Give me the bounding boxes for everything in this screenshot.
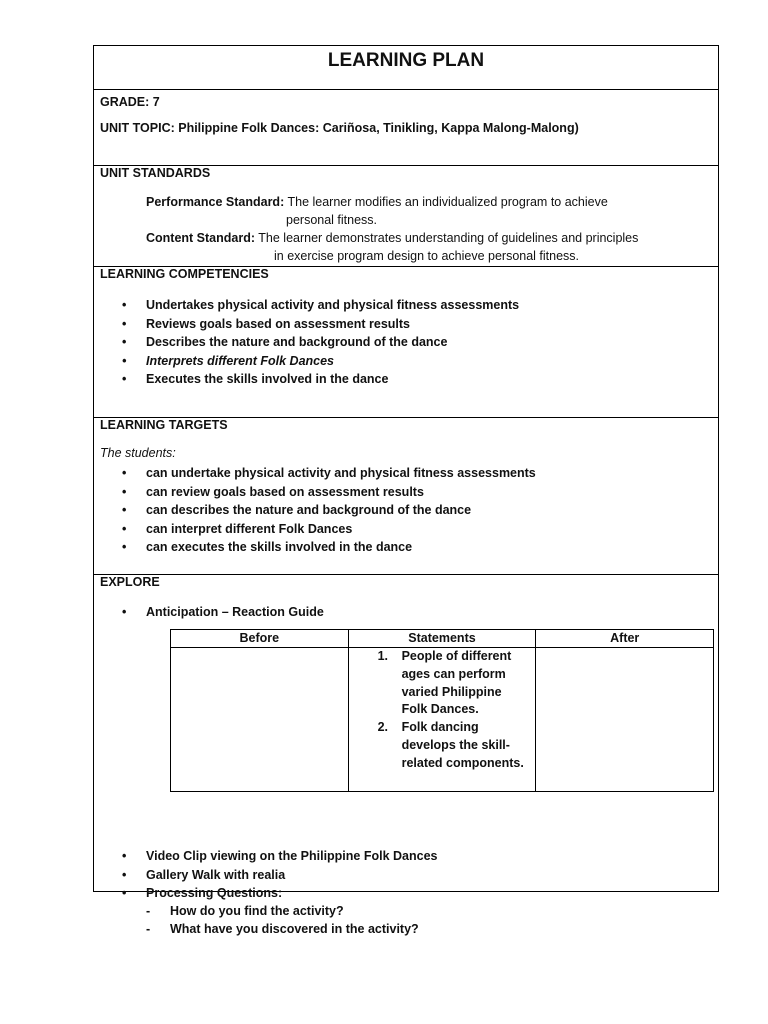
reaction-guide-table [170, 629, 714, 792]
question-item: - How do you find the activity? [94, 902, 419, 920]
reaction-guide-body-row [171, 648, 714, 792]
statement-number: 2. [377, 720, 389, 735]
content-standard-text: The learner demonstrates understanding of guidelines and principles [258, 231, 639, 245]
statements-list [349, 648, 536, 773]
performance-standard-text-cont: personal fitness. [286, 213, 378, 227]
grade-topic-row [94, 90, 718, 166]
performance-standard [146, 195, 608, 209]
unit-standards-heading: UNIT STANDARDS [100, 166, 211, 180]
competencies-heading: LEARNING COMPETENCIES [100, 267, 269, 281]
activity-item: • Video Clip viewing on the Philippine Folk Dances [94, 847, 437, 866]
reaction-guide-header-row [171, 630, 714, 648]
statement-text: People of different ages can perform varied Philippine Folk Dances. [401, 649, 512, 717]
competency-item: • Undertakes physical activity and physical fitness assessments [94, 296, 519, 315]
unit-topic: UNIT TOPIC: Philippine Folk Dances: Cariñosa, Tinikling, Kappa Malong-Malong) [100, 121, 579, 135]
explore-heading: EXPLORE [100, 575, 160, 589]
performance-standard-text: The learner modifies an individualized program to achieve [287, 195, 608, 209]
competencies-list [94, 296, 519, 389]
activity-item: • Gallery Walk with realia [94, 866, 437, 885]
statements-header: Statements [348, 630, 536, 648]
title-row [94, 46, 718, 90]
performance-standard-label: Performance Standard: [146, 195, 285, 209]
statements-cell [348, 648, 536, 792]
target-item: • can interpret different Folk Dances [94, 520, 536, 539]
content-standard [146, 231, 638, 245]
anticipation-list [94, 603, 324, 622]
page-title: LEARNING PLAN [327, 50, 485, 71]
grade-label: GRADE: 7 [100, 95, 160, 109]
targets-row [94, 418, 718, 575]
statement-item [349, 648, 536, 719]
competency-item: • Describes the nature and background of the dance [94, 333, 519, 352]
competency-item: • Executes the skills involved in the dance [94, 370, 519, 389]
competency-item: • Interprets different Folk Dances [94, 352, 519, 371]
explore-row [94, 575, 718, 936]
question-item: - What have you discovered in the activity? [94, 920, 419, 938]
questions-list [94, 902, 419, 938]
unit-standards-row [94, 166, 718, 267]
competencies-row [94, 267, 718, 418]
before-cell [171, 648, 349, 792]
before-header: Before [171, 630, 349, 648]
targets-list [94, 464, 536, 557]
anticipation-item: • Anticipation – Reaction Guide [94, 603, 324, 622]
targets-heading: LEARNING TARGETS [100, 418, 228, 432]
after-cell [536, 648, 714, 792]
statement-number: 1. [377, 649, 389, 663]
target-item: • can executes the skills involved in the dance [94, 538, 536, 557]
competency-item: • Reviews goals based on assessment results [94, 315, 519, 334]
content-standard-text-cont: in exercise program design to achieve personal fitness. [274, 249, 580, 263]
learning-plan-document [93, 45, 719, 936]
activities-list [94, 847, 437, 903]
after-header: After [536, 630, 714, 648]
content-standard-label: Content Standard: [146, 231, 256, 245]
statement-item [349, 719, 536, 772]
statement-text: Folk dancing develops the skill-related components. [401, 720, 524, 770]
targets-intro: The students: [100, 446, 176, 460]
target-item: • can undertake physical activity and physical fitness assessments [94, 464, 536, 483]
activity-item: • Processing Questions: [94, 884, 437, 903]
target-item: • can review goals based on assessment results [94, 483, 536, 502]
target-item: • can describes the nature and background of the dance [94, 501, 536, 520]
